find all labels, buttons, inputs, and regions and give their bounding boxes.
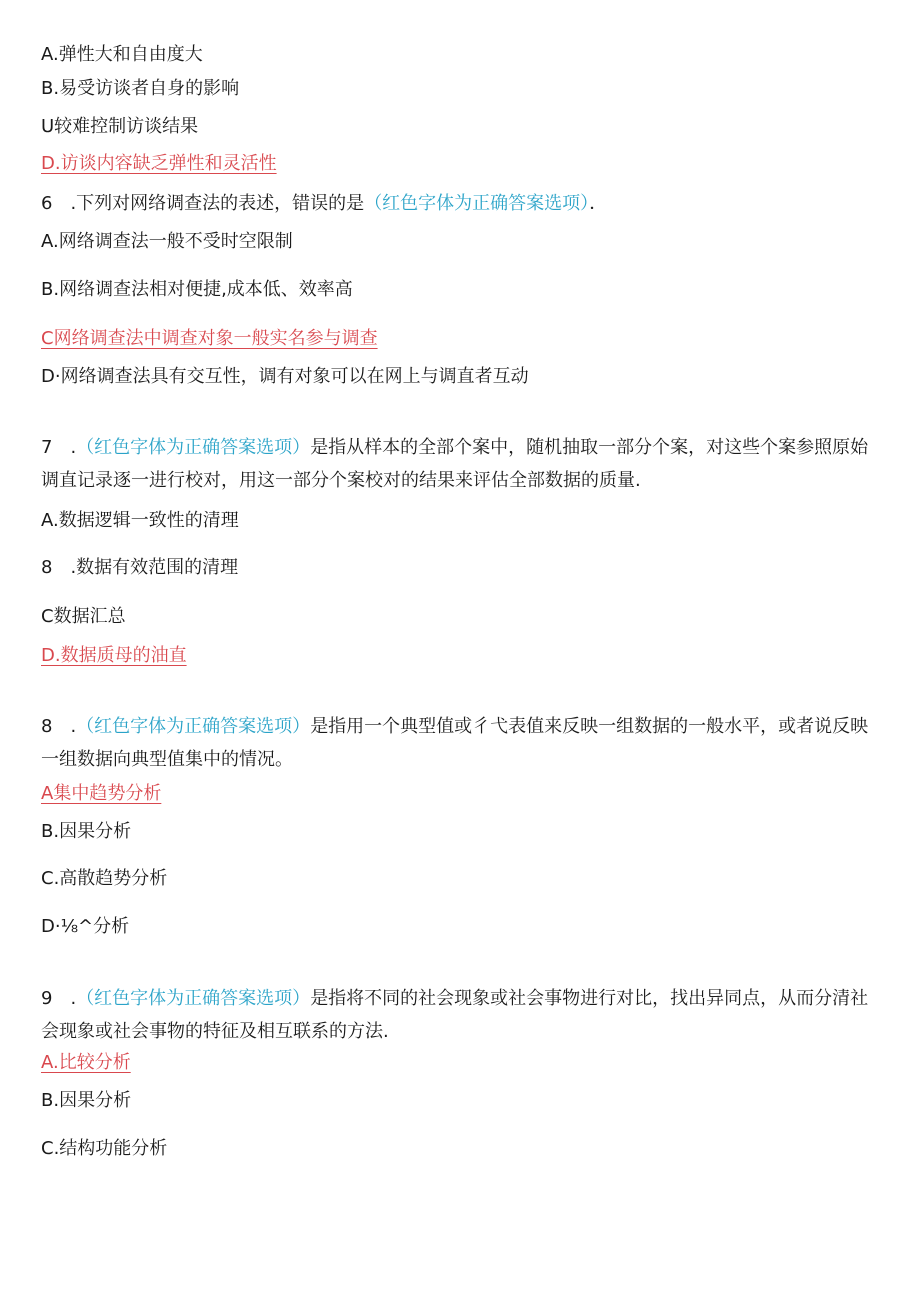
option-a: A.网络调查法一般不受时空限制 — [41, 231, 293, 252]
option-b: B.易受访谈者自身的影响 — [41, 78, 240, 99]
option-d-correct: D.访谈内容缺乏弹性和灵活性 — [41, 153, 277, 174]
option-c: C.结构功能分析 — [41, 1138, 168, 1159]
answer-hint: （红色字体为正确答案选项） — [76, 716, 311, 737]
option-a: A.数据逻辑一致性的清理 — [41, 510, 239, 531]
option-a: A.弹性大和自由度大 — [41, 44, 203, 65]
option-c-correct: C网络调查法中调查对象一般实名参与调查 — [41, 328, 378, 349]
question-9-stem: 是指将不同的社会现象或社会事物进行对比，找出异同点，从而分清社会现象或社会事物的特征及相互联系的方法. — [41, 988, 869, 1042]
option-b: B.因果分析 — [41, 821, 132, 842]
question-6-end: ． — [589, 193, 608, 214]
question-9 — [41, 982, 881, 1048]
option-c: C数据汇总 — [41, 606, 126, 627]
option-d-correct: D.数据质母的油直 — [41, 645, 187, 666]
answer-hint: （红色字体为正确答案选项） — [76, 437, 311, 458]
option-b: B.网络调查法相对便捷,成本低、效率高 — [41, 279, 353, 300]
question-6-stem: 6 .下列对网络调查法的表述，错误的是 — [41, 193, 365, 214]
question-7-stem: 是指从样本的全部个案中，随机抽取一部分个案，对这些个案参照原始调直记录逐一进行校对，用这一部分个案校对的结果来评估全部数据的质量. — [41, 437, 869, 491]
option-a-correct: A.比较分析 — [41, 1052, 131, 1073]
question-7 — [41, 431, 881, 497]
option-c: C.高散趋势分析 — [41, 868, 168, 889]
option-d: D·网络调查法具有交互性，调有对象可以在网上与调直者互动 — [41, 366, 529, 387]
answer-hint: （红色字体为正确答案选项） — [76, 988, 311, 1009]
option-d: D·⅛^分析 — [41, 916, 130, 937]
question-8-number: 8 . — [41, 716, 77, 737]
option-b: B.因果分析 — [41, 1090, 132, 1111]
question-7-number: 7 . — [41, 437, 77, 458]
question-9-number: 9 . — [41, 988, 77, 1009]
question-8 — [41, 710, 881, 776]
answer-hint: （红色字体为正确答案选项） — [364, 193, 590, 214]
question-8-stem: 是指用一个典型值或彳弋表值来反映一组数据的一般水平，或者说反映一组数据向典型值集中的情况。 — [41, 716, 869, 770]
option-b: 8 .数据有效范围的清理 — [41, 557, 239, 578]
option-a-correct: A集中趋势分析 — [41, 783, 162, 804]
option-c: U较难控制访谈结果 — [41, 116, 199, 137]
question-6 — [41, 193, 607, 215]
